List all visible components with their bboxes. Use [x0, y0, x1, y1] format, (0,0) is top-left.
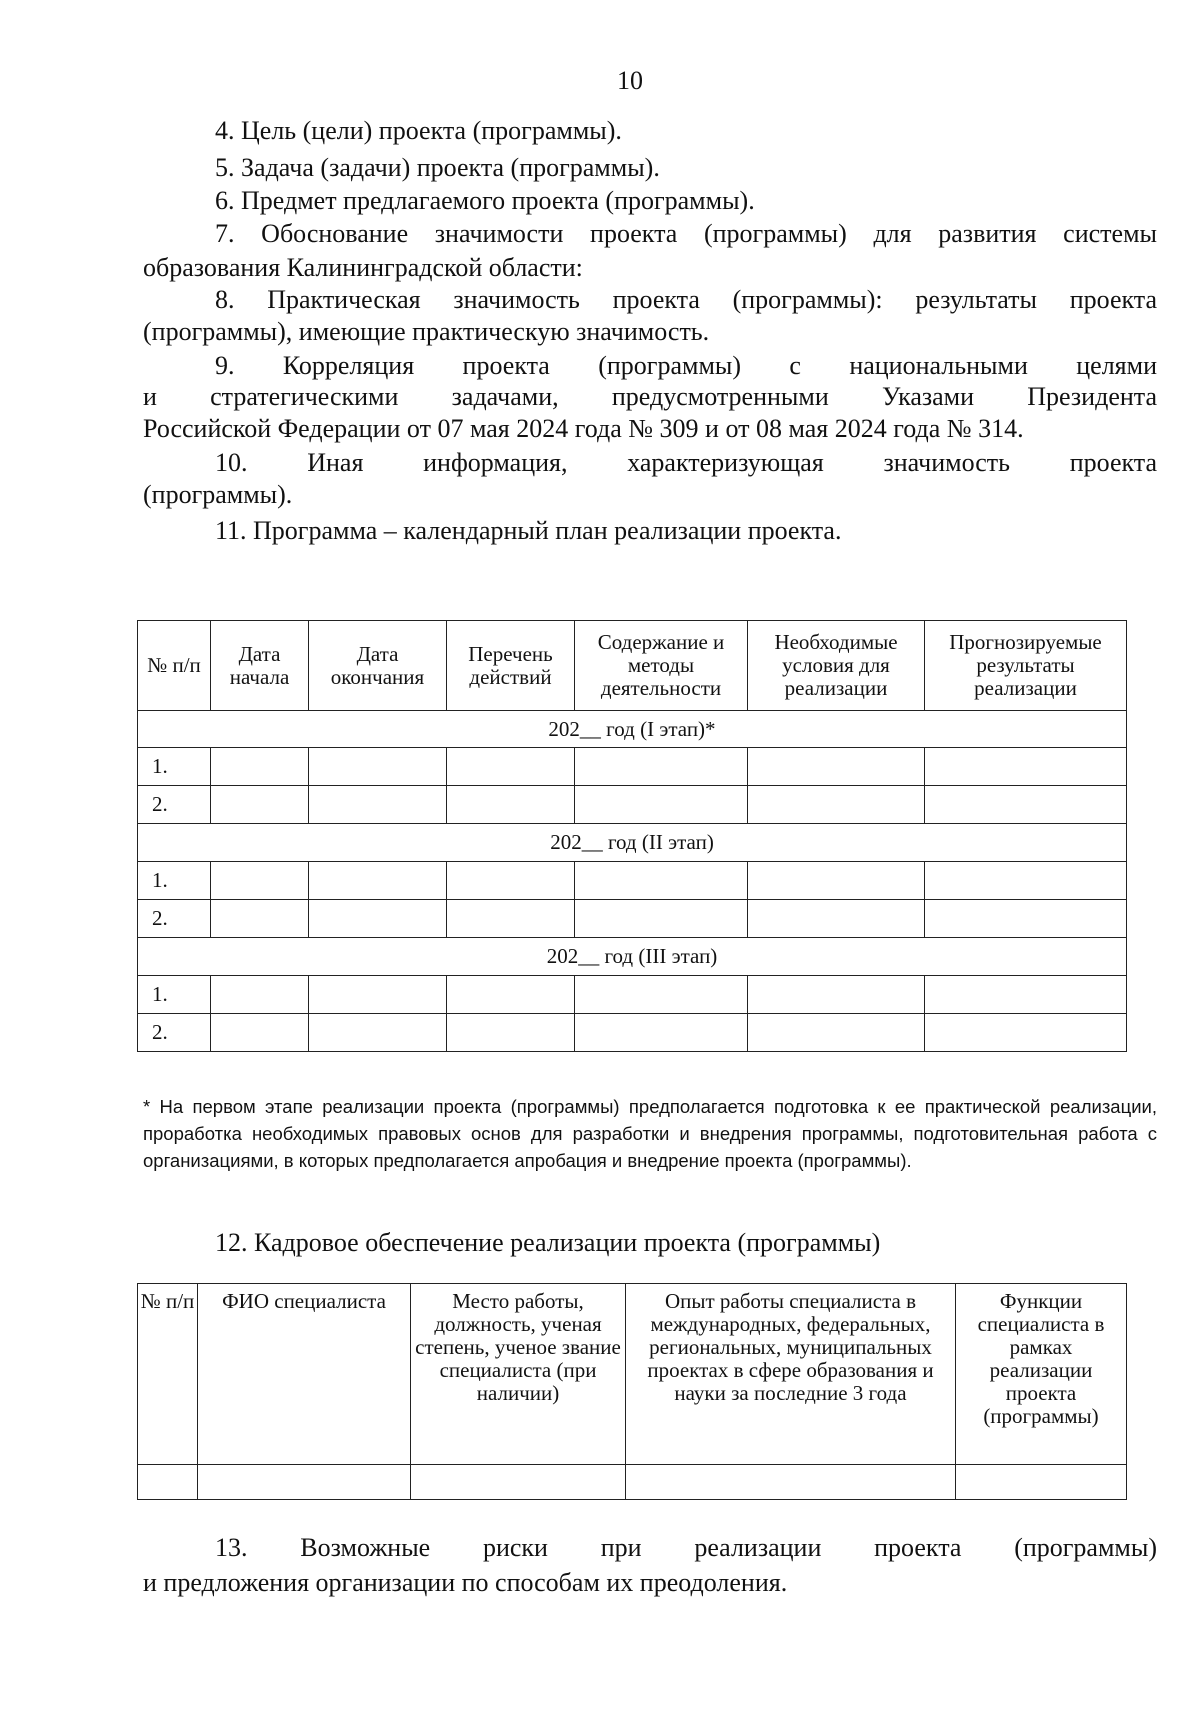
footnote: * На первом этапе реализации проекта (программы) предполагается подготовка к ее практической реализации, проработка необходимых правовых основ для разработки и внедрения программы, подготовительная работа с организациями, в которых предполагается апробация и внедрение проекта (программы). — [143, 1096, 1157, 1171]
table-cell — [575, 976, 748, 1014]
stage-1-row-2-number: 2. — [138, 786, 211, 824]
stage-2-row: 202__ год (II этап) — [138, 824, 1127, 862]
table-cell — [309, 786, 447, 824]
section-4: 4. Цель (цели) проекта (программы). — [215, 116, 622, 145]
table-cell — [211, 900, 309, 938]
section-13-line-2: и предложения организации по способам их преодоления. — [143, 1568, 788, 1597]
section-9-line-3: Российской Федерации от 07 мая 2024 года № 309 и от 08 мая 2024 года № 314. — [143, 414, 1024, 443]
staff-header-number: № п/п — [138, 1284, 198, 1465]
table-cell — [138, 1465, 198, 1500]
header-conditions: Необходимые условия для реализации — [748, 621, 925, 711]
table-cell — [575, 862, 748, 900]
table-cell — [748, 900, 925, 938]
stage-3-row-2-number: 2. — [138, 1014, 211, 1052]
stage-3-row-1-number: 1. — [138, 976, 211, 1014]
table-cell — [925, 976, 1127, 1014]
header-content-methods: Содержание и методы деятельности — [575, 621, 748, 711]
section-9-line-1: 9. Корреляция проекта (программы) с национальными целями — [215, 351, 1157, 380]
table-cell — [748, 1014, 925, 1052]
table-cell — [447, 976, 575, 1014]
stage-2-row-1-number: 1. — [138, 862, 211, 900]
header-start-date: Дата начала — [211, 621, 309, 711]
table-cell — [447, 1014, 575, 1052]
section-8-line-1: 8. Практическая значимость проекта (программы): результаты проекта — [215, 285, 1157, 314]
table-cell — [447, 748, 575, 786]
table-cell — [211, 748, 309, 786]
staff-header-functions: Функции специалиста в рамках реализации проекта (программы) — [956, 1284, 1127, 1465]
table-cell — [447, 786, 575, 824]
stage-1-row: 202__ год (I этап)* — [138, 711, 1127, 748]
table-cell — [626, 1465, 956, 1500]
table-cell — [447, 900, 575, 938]
table-cell — [309, 900, 447, 938]
table-cell — [575, 900, 748, 938]
section-10-line-1: 10. Иная информация, характеризующая значимость проекта — [215, 448, 1157, 477]
section-6: 6. Предмет предлагаемого проекта (программы). — [215, 186, 755, 215]
section-10-line-2: (программы). — [143, 480, 293, 509]
table-cell — [447, 862, 575, 900]
header-expected-results: Прогнозируемые результаты реализации — [925, 621, 1127, 711]
table-cell — [198, 1465, 411, 1500]
header-number: № п/п — [138, 621, 211, 711]
table-cell — [925, 900, 1127, 938]
table-cell — [956, 1465, 1127, 1500]
table-cell — [748, 976, 925, 1014]
stage-1-row-1-number: 1. — [138, 748, 211, 786]
calendar-plan-table — [137, 620, 1127, 1052]
table-cell — [309, 976, 447, 1014]
stage-2-row-2-number: 2. — [138, 900, 211, 938]
table-cell — [925, 862, 1127, 900]
staff-header-experience: Опыт работы специалиста в международных, федеральных, региональных, муниципальных проектах в сфере образования и науки за последние 3 года — [626, 1284, 956, 1465]
section-13-line-1: 13. Возможные риски при реализации проекта (программы) — [215, 1533, 1157, 1562]
table-cell — [309, 748, 447, 786]
stage-3-row: 202__ год (III этап) — [138, 938, 1127, 976]
section-7-line-2: образования Калининградской области: — [143, 253, 583, 282]
section-5: 5. Задача (задачи) проекта (программы). — [215, 153, 660, 182]
section-9-line-2: и стратегическими задачами, предусмотренными Указами Президента — [143, 382, 1157, 411]
staff-header-workplace: Место работы, должность, ученая степень, ученое звание специалиста (при наличии) — [411, 1284, 626, 1465]
table-cell — [211, 862, 309, 900]
header-end-date: Дата окончания — [309, 621, 447, 711]
table-cell — [309, 862, 447, 900]
table-cell — [748, 862, 925, 900]
table-cell — [925, 786, 1127, 824]
table-cell — [575, 748, 748, 786]
table-cell — [748, 786, 925, 824]
section-11: 11. Программа – календарный план реализации проекта. — [215, 516, 842, 545]
table-cell — [309, 1014, 447, 1052]
table-cell — [211, 786, 309, 824]
section-8-line-2: (программы), имеющие практическую значимость. — [143, 317, 710, 346]
table-cell — [925, 748, 1127, 786]
page-number: 10 — [617, 66, 643, 95]
section-12: 12. Кадровое обеспечение реализации проекта (программы) — [215, 1228, 881, 1257]
staff-header-fio: ФИО специалиста — [198, 1284, 411, 1465]
table-cell — [748, 748, 925, 786]
table-cell — [925, 1014, 1127, 1052]
header-actions: Перечень действий — [447, 621, 575, 711]
section-7-line-1: 7. Обоснование значимости проекта (программы) для развития системы — [215, 219, 1157, 248]
staff-table — [137, 1283, 1127, 1500]
table-cell — [411, 1465, 626, 1500]
table-cell — [211, 1014, 309, 1052]
table-cell — [211, 976, 309, 1014]
table-cell — [575, 1014, 748, 1052]
table-cell — [575, 786, 748, 824]
